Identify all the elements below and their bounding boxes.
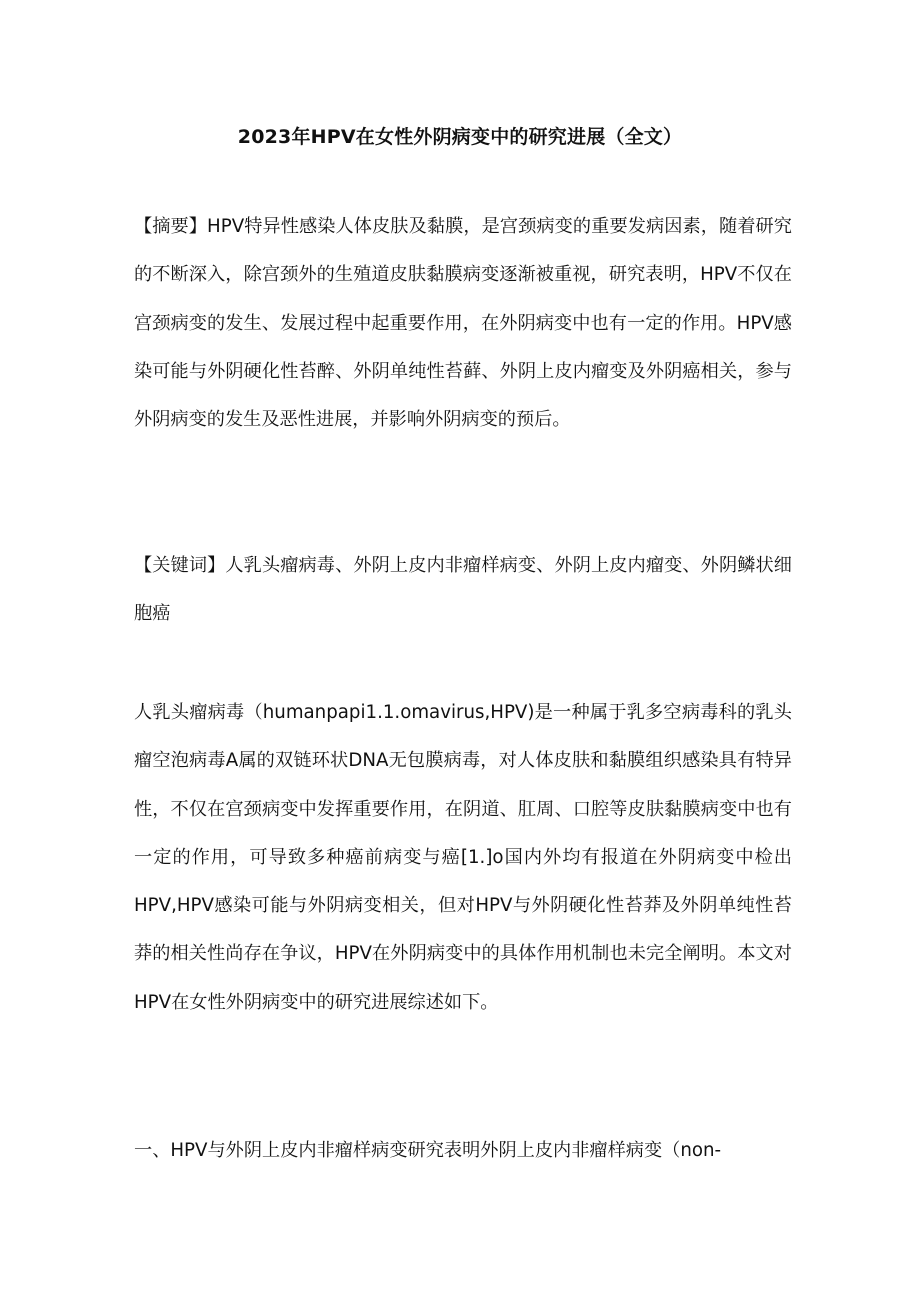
keywords-paragraph: 【关键词】人乳头瘤病毒、外阴上皮内非瘤样病变、外阴上皮内瘤变、外阴鳞状细胞癌 (134, 555, 792, 625)
intro-paragraph: 人乳头瘤病毒（humanpapi1.1.omavirus,HPV)是一种属于乳多空病毒科的乳头瘤空泡病毒A属的双链环状DNA无包膜病毒，对人体皮肤和黏膜组织感染具有特异性，不仅在宫颈病变中发挥重要作用，在阴道、肛周、口腔等皮肤黏膜病变中也有一定的作用，可导致多种癌前病变与癌[1.]o国内外均有报道在外阴病变中检出HPV,HPV感染可能与外阴病变相关，但对HPV与外阴硬化性苔莽及外阴单纯性苔莽的相关性尚存在争议，HPV在外阴病变中的具体作用机制也未完全阐明。本文对HPV在女性外阴病变中的研究进展综述如下。 (134, 702, 792, 1013)
section-1-heading: 一、HPV与外阴上皮内非瘤样病变研究表明外阴上皮内非瘤样病变（non- (134, 1140, 722, 1161)
abstract-paragraph: 【摘要】HPV特异性感染人体皮肤及黏膜，是宫颈病变的重要发病因素，随着研究的不断深入，除宫颈外的生殖道皮肤黏膜病变逐渐被重视，研究表明，HPV不仅在宫颈病变的发生、发展过程中起重要作用，在外阴病变中也有一定的作用。HPV感染可能与外阴硬化性苔醉、外阴单纯性苔藓、外阴上皮内瘤变及外阴癌相关，参与外阴病变的发生及恶性进展，并影响外阴病变的预后。 (134, 216, 792, 431)
document-title: 2023年HPV在女性外阴病变中的研究进展（全文） (237, 126, 683, 148)
